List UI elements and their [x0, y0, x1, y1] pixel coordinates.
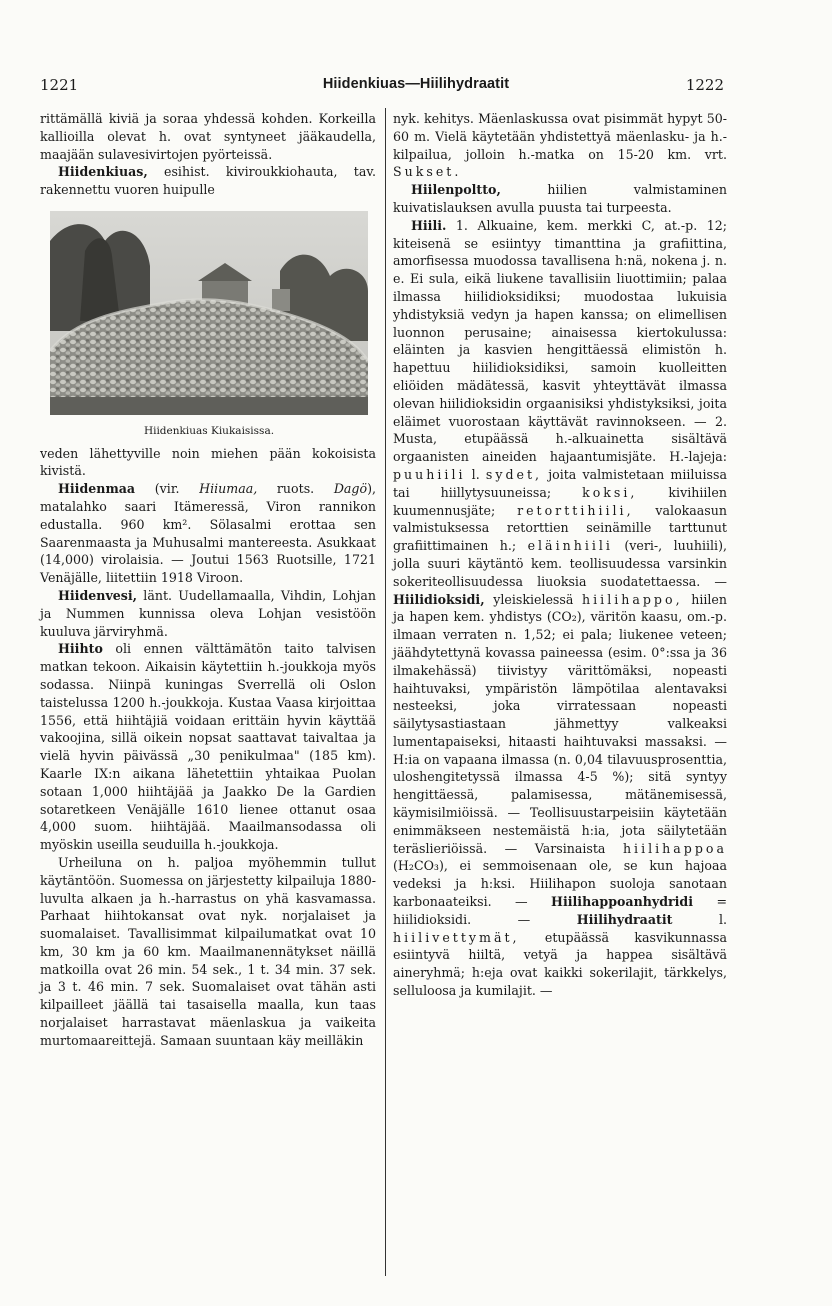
paragraph: Urheiluna on h. paljoa myöhemmin tullut käytäntöön. Suomessa on järjestetty kilpailuja 1880-luvulta alkaen ja h.-harrastus on yhä kasvamassa. Parhaat hiihtokansat ovat nyk. norjalaiset ja suomalaiset. Tavallisimmat kilpailumatkat ovat 10 km, 30 km ja 60 km. Maailmanennätykset näillä matkoilla ovat 26 min. 54 sek., 1 t. 34 min. 37 sek. ja 3 t. 46 min. 7 sek. Suomalaiset ovat tähän asti kilpailleet jäällä tai tasaisella maalla, kun taas norjalaiset harrastavat mäenlaskua ja vaikeita murtomaareittejä. Samaan suuntaan käy meilläkin — [40, 854, 376, 1048]
entry-hiidenmaa: Hiidenmaa (vir. Hiiumaa, ruots. Dagö), matalahko saari Itämeressä, Viron rannikon edustalla. 960 km². Sölasalmi erottaa sen Saarenmaasta ja Muhusalmi mantereesta. Asukkaat (14,000) virolaisia. — Joutui 1563 Ruotsille, 1721 Venäjälle, liitettiin 1918 Viroon. — [40, 481, 376, 586]
figure-caption: Hiidenkiuas Kiukaisissa. — [143, 424, 275, 437]
entry-headword: Hiilidioksidi, — [393, 591, 485, 607]
paragraph: nyk. kehitys. Mäenlaskussa ovat pisimmät hypyt 50-60 m. Vielä käytetään yhdistettyä mäenlasku- ja h.-kilpailua, jolloin h.-matka on 15-20 km. vrt. Sukset. — [393, 111, 727, 180]
entry-hiidenvesi: Hiidenvesi, länt. Uudellamaalla, Vihdin, Lohjan ja Nummen kunnissa oleva Lohjan vesistöön kuuluva järviryhmä. — [40, 587, 376, 639]
page-number-right: 1222 — [685, 76, 724, 94]
entry-headword: Hiilihydraatit — [576, 911, 673, 927]
right-column — [393, 110, 727, 1000]
left-column — [40, 110, 376, 1050]
entry-headword: Hiidenmaa — [58, 481, 136, 497]
entry-hiilenpoltto: Hiilenpoltto, hiilien valmistaminen kuivatislauksen avulla puusta tai turpeesta. — [393, 182, 727, 215]
entry-hiihto: Hiihto oli ennen välttämätön taito talvisen matkan tekoon. Aikaisin käytettiin h.-joukkoja myös sodassa. Niinpä kuningas Sverrellä oli Oslon taistelussa 1200 h.-joukkoja. Kustaa Vaasa kirjoittaa 1556, että hiihtäjiä voidaan erittäin hyvin käyttää vakoojina, sillä oikein nopsat saattavat taivaltaa ja vielä hyvin päivässä „30 penikulmaa" (185 km). Kaarle IX:n aikana lähetettiin yhtaikaa Puolan sotaan 1,000 hiihtäjää ja Jaakko De la Gardien sotaretkeen Venäjälle 1610 lienee ottanut osaa 4,000 suom. hiihtäjää. Maailmansodassa oli myöskin useilla seuduilla h.-joukkoja. — [40, 641, 376, 853]
entry-headword: Hiidenvesi, — [58, 587, 138, 603]
page-header — [0, 76, 832, 98]
paragraph: veden lähettyville noin miehen pään kokoisista kivistä. — [40, 445, 376, 479]
stone-cairn-photo — [50, 211, 368, 415]
entry-headword: Hiilihappoanhydridi — [551, 894, 694, 910]
paragraph: rittämällä kiviä ja soraa yhdessä kohden. Korkeilla kallioilla olevat h. ovat syntyneet jääkaudella, maajään sulavesivirtojen pyörteissä. — [40, 111, 376, 162]
column-divider — [385, 108, 386, 1276]
entry-hiidenkiuas: Hiidenkiuas, esihist. kiviroukkiohauta, tav. rakennettu vuoren huipulle — [40, 164, 376, 198]
page-number-left: 1221 — [40, 76, 79, 94]
entry-hiili: Hiili. 1. Alkuaine, kem. merkki C, at.-p. 12; kiteisenä se esiintyy timanttina ja grafiittina, amorfisessa muodossa tavallisena h:nä, nokena j. n. e. Ei sula, eikä liukene tavallisiin liuottimiin; palaa ilmassa hiilidioksidiksi; muodostaa lukuisia yhdistyksiä vedyn ja hapen kanssa; on elimellisen luonnon perusaine; ainaisessa kiertokulussa: eläinten ja kasvien hengittäessä elimistön h. hapettuu hiilidioksidiksi, samoin kuolleitten eliöiden mädätessä, kasvit yhteyttävät ilmassa olevan hiilidioksidin orgaanisiksi yhdistyksiksi, joita eläimet vuorostaan käyttävät ravinnokseen. — 2. Musta, etupäässä h.-alkuainetta sisältävä orgaanisten aineiden hajaantumisjäte. H.-lajeja: puuhiili l. sydet, joita valmistetaan miiluissa tai hiillytysuuneissa; koksi, kivihiilen kuumennusjäte; retorttihiili, valokaasun valmistuksessa retorttien seinämille tarttunut grafiittimainen h.; eläinhiili (veri-, luuhiili), jolla suuri käytäntö kem. teollisuudessa varsinkin sokeriteollisuudessa liuoksia suodatettaessa. — Hiilidioksidi, yleiskielessä hiilihappo, hiilen ja hapen kem. yhdistys (CO₂), väritön kaasu, om.-p. ilmaan verraten n. 1,52; ei pala; liukenee veteen; jäähdytettynä kovassa paineessa (esim. 0°:ssa ja 36 ilmakehässä) tiivistyy värittömäksi, nopeasti haihtuvaksi, ympäristön lämpötilaa alentavaksi nesteeksi, joka virratessaan nopeasti säilytysastiastaan jähmettyy valkeaksi lumentapaiseksi, hitaasti haihtuvaksi massaksi. — H:ia on vapaana ilmassa (n. 0,04 tilavuusprosenttia, uloshengitetyssä ilmassa 4-5 %); sitä syntyy hengittäessä, palamisessa, mätänemisessä, käymisilmiöissä. — Teollisuustarpeisiin käytetään enimmäkseen nestemäistä h:ia, jota säilytetään teräslieriöissä. — Varsinaista hiilihappoa (H₂CO₃), ei semmoisenaan ole, se kun hajoaa vedeksi ja h:ksi. Hiilihapon suoloja sanotaan karbonaateiksi. — Hiilihappoanhydridi = hiilidioksidi. — Hiilihydraatit l. hiilivettymät, etupäässä kasvikunnassa esiintyvä hiiltä, vetyä ja happea sisältävä aineryhmä; h:eja ovat kaikki sokerilajit, tärkkelys, selluloosa ja kumilajit. — — [393, 217, 728, 999]
cross-reference: Sukset. — [393, 164, 462, 180]
entry-headword: Hiili. — [411, 217, 447, 233]
entry-headword: Hiidenkiuas, — [58, 164, 148, 180]
running-title: Hiidenkiuas—Hiilihydraatit — [322, 76, 510, 92]
entry-headword: Hiilenpoltto, — [411, 182, 501, 198]
figure — [50, 211, 368, 441]
entry-headword: Hiihto — [58, 641, 103, 657]
